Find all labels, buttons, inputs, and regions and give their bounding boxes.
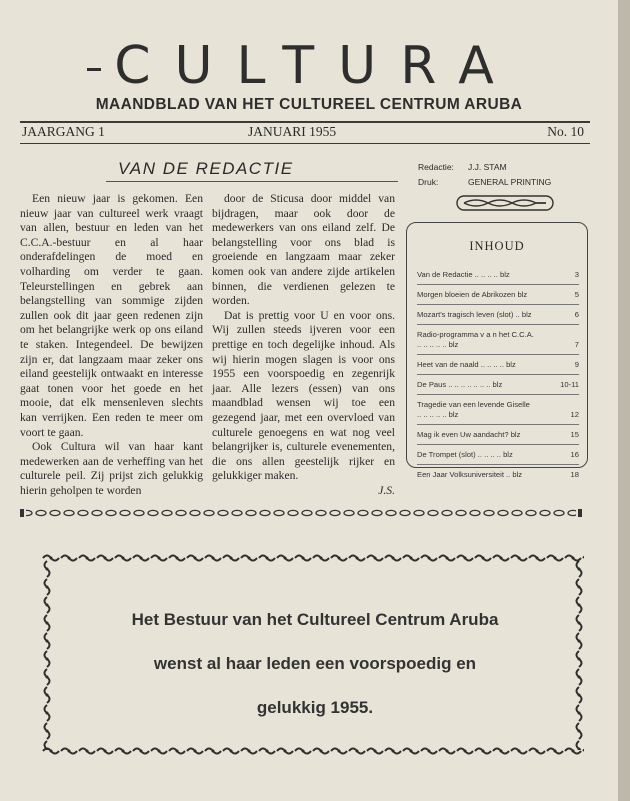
printer-value: GENERAL PRINTING [468, 177, 552, 187]
issue-line [20, 124, 590, 142]
contents-item-title: Morgen bloeien de Abrikozen blz [417, 290, 528, 299]
contents-item[interactable] [417, 265, 579, 285]
colophon [418, 160, 551, 190]
contents-item-page: 10-11 [560, 380, 579, 389]
editor-value: J.J. STAM [468, 162, 507, 172]
contents-item[interactable] [417, 305, 579, 325]
contents-item[interactable] [417, 325, 579, 355]
contents-item-title: Tragedie van een levende Giselle .. .. .. .. .. blz [417, 400, 530, 419]
magazine-subtitle: MAANDBLAD VAN HET CULTUREEL CENTRUM ARUBA [95, 96, 523, 113]
contents-item-title: Mag ik even Uw aandacht? blz [417, 430, 521, 439]
contents-item-page: 9 [574, 360, 579, 369]
masthead-dash [87, 68, 101, 71]
contents-item-title: De Paus .. .. .. .. .. .. .. blz [417, 380, 503, 389]
new-year-greeting [60, 598, 570, 730]
contents-item[interactable] [417, 465, 579, 484]
contents-item-title: Heet van de naald .. .. .. .. blz [417, 360, 516, 369]
frame-border-left [42, 560, 52, 750]
contents-item-page: 5 [574, 290, 579, 299]
page-edge [618, 0, 630, 801]
top-rule [20, 121, 590, 123]
volume-label: JAARGANG 1 [22, 124, 105, 139]
greeting-line-1: Het Bestuur van het Cultureel Centrum Aruba [131, 610, 499, 629]
greeting-line-2: wenst al haar leden een voorspoedig en [153, 654, 477, 673]
contents-item-page: 12 [570, 410, 579, 419]
printer-label: Druk: [418, 177, 439, 187]
editorial-heading: VAN DE REDACTIE [118, 159, 294, 178]
editorial-column-1 [20, 192, 203, 498]
contents-item-title: Een Jaar Volksuniversiteit .. blz [417, 470, 523, 479]
contents-item-page: 6 [574, 310, 579, 319]
decorative-ornament [456, 195, 554, 211]
greeting-line-3: gelukkig 1955. [256, 698, 374, 717]
contents-title: INHOUD [469, 239, 525, 253]
editorial-paragraph: Dat is prettig voor U en voor ons. Wij zullen steeds ijveren voor een prettige en toch degelijke inhoud. Als wij hierin mogen slagen is voor ons 1955 een voorspoedig en zegenrijk jaar. Alle lezers (essen) van ons maandblad wensen wij toe een gezegend jaar, met een overvloed van culturele genoegens en wat nog veel belangrijker is, culturele evenementen, die ons allen geestelijk rijker en gelukkiger maken. [212, 308, 395, 483]
frame-border-bottom [42, 746, 584, 756]
frame-border-right [574, 560, 584, 750]
editorial-paragraph: Ook Cultura wil van haar kant medewerken aan de verheffing van het culturele peil. Zij prijst zich gelukkig hierin geholpen te worden [20, 440, 203, 497]
frame-border-top [42, 553, 584, 563]
contents-box [406, 222, 588, 479]
editorial-signature: J.S. [378, 483, 395, 497]
contents-item-page: 7 [574, 340, 579, 349]
contents-item-page: 16 [570, 450, 579, 459]
contents-item[interactable] [417, 425, 579, 445]
contents-item[interactable] [417, 375, 579, 395]
contents-item[interactable] [417, 445, 579, 465]
masthead [0, 38, 618, 114]
editor-label: Redactie: [418, 162, 454, 172]
contents-item-title: Mozart's tragisch leven (slot) .. blz [417, 310, 532, 319]
contents-item-page: 3 [574, 270, 579, 279]
divider-chain [20, 508, 582, 518]
contents-item[interactable] [417, 395, 579, 425]
contents-item-page: 15 [570, 430, 579, 439]
issue-date: JANUARI 1955 [248, 124, 337, 139]
magazine-title: CULTURA [114, 36, 518, 96]
contents-item[interactable] [417, 355, 579, 375]
editorial-underline [106, 181, 398, 182]
contents-item-title: Van de Redactie .. .. .. .. blz [417, 270, 510, 279]
contents-list [417, 265, 579, 484]
contents-item-title: Radio-programma v a n het C.C.A. .. .. .. .. .. blz [417, 330, 534, 349]
issue-number: No. 10 [547, 124, 584, 139]
contents-item-page: 18 [570, 470, 579, 479]
editorial-paragraph: door de Sticusa door middel van bijdragen, maar ook door de medewerkers van ons eiland zelf. De belangstelling voor ons blad is groeiende en langzaam maar zeker komen ook van andere zijde artikelen binnen, die verdienen gelezen te worden. [212, 192, 395, 308]
editorial-paragraph: Een nieuw jaar is gekomen. Een nieuw jaar van cultureel werk vraagt van allen, bestuur en leden van het C.C.A.-bestuur en al haar onderafdelingen de moed en volharding om verder te gaan. Teleurstellingen en gebrek aan belangstelling van sommige zijden zullen ook dit jaar geen redenen zijn om het belangrijke werk op ons eiland te staken. Integendeel. De bewijzen zijn er, dat langzaam maar zeker ons eiland geestelijk ontwaakt en interesse gaat tonen voor het goede en het mooie, dat elk mensenleven slechts kan verrijken. Een reden te meer om voort te gaan. [20, 192, 203, 439]
contents-item[interactable] [417, 285, 579, 305]
issue-rule [20, 143, 590, 144]
editorial-column-2 [212, 192, 395, 498]
contents-item-title: De Trompet (slot) .. .. .. .. blz [417, 450, 513, 459]
